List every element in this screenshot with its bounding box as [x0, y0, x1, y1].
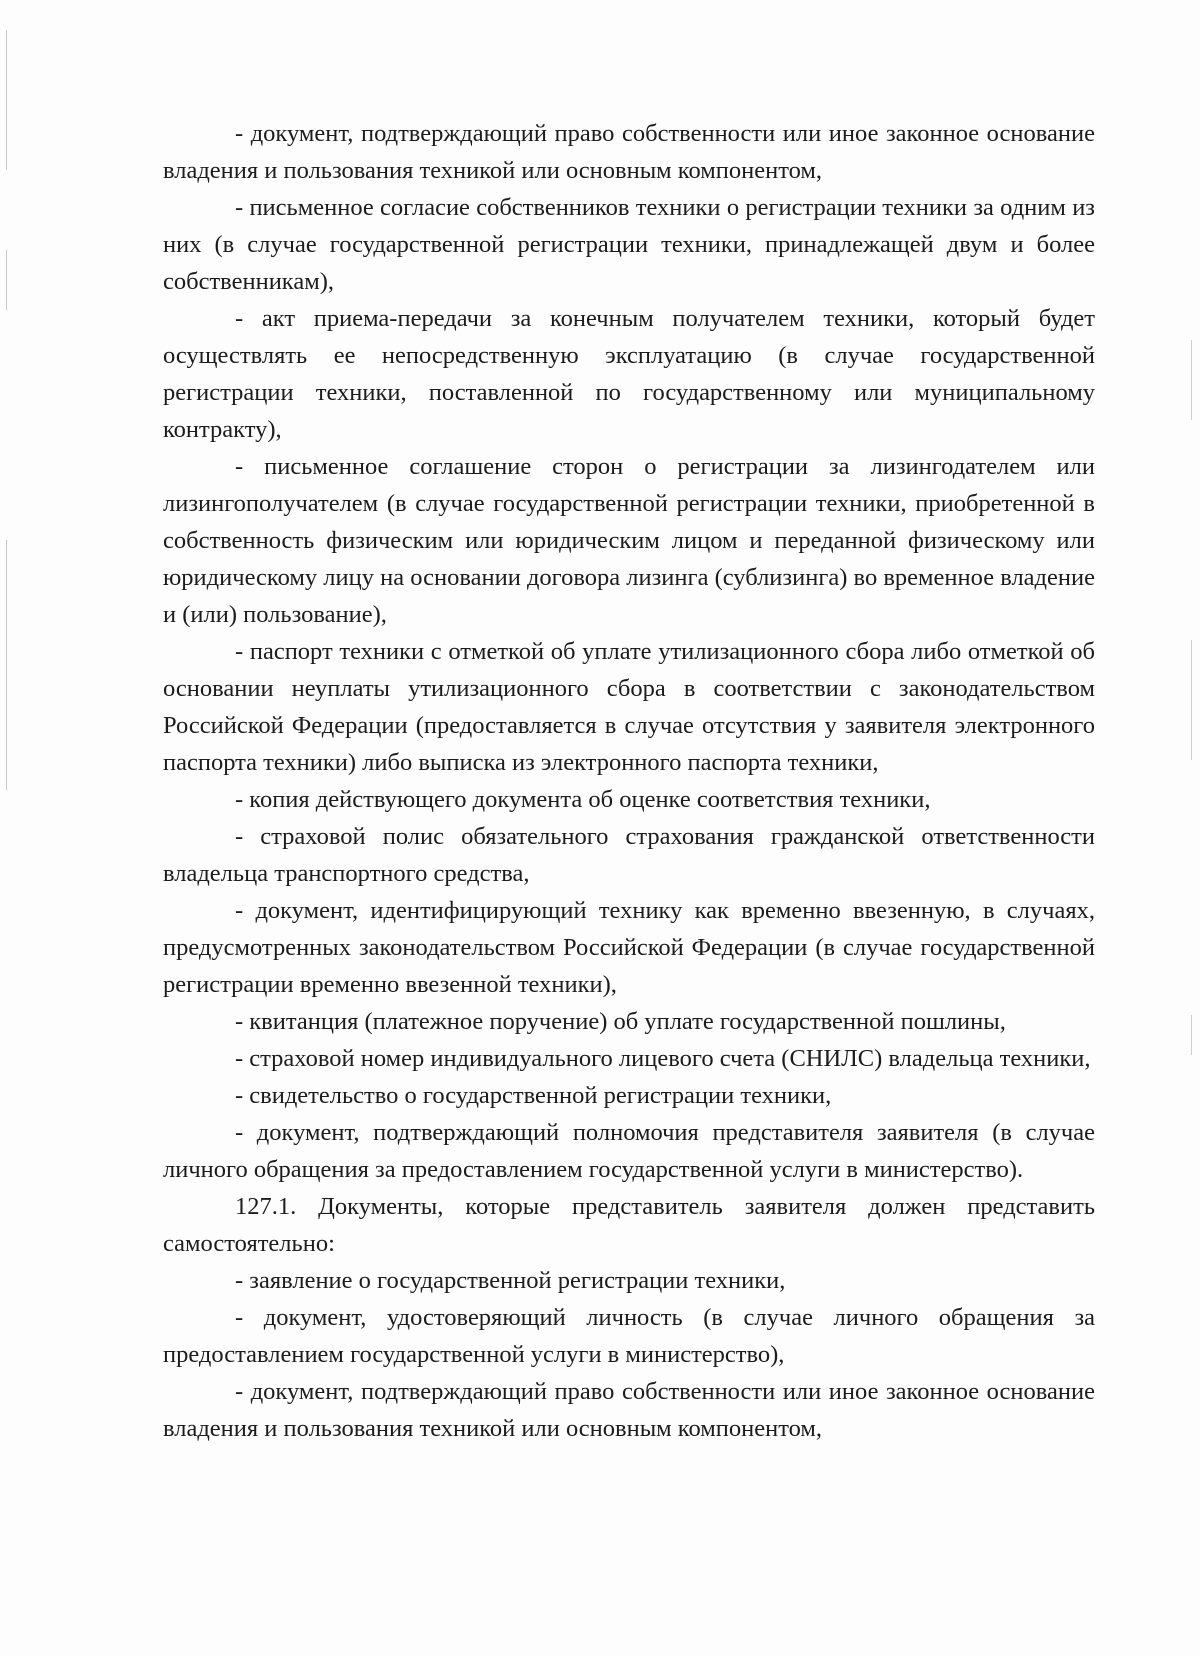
- list-item: - документ, удостоверяющий личность (в случае личного обращения за предоставлением государственной услуги в министерство),: [163, 1304, 1095, 1368]
- list-item: - паспорт техники с отметкой об уплате утилизационного сбора либо отметкой об основании неуплаты утилизационного сбора в соответствии с законодательством Российской Федерации (предоставляется в случае отсутствия у заявителя электронного паспорта техники) либо выписка из электронного паспорта техники,: [163, 638, 1095, 776]
- list-item: - документ, подтверждающий право собственности или иное законное основание владения и пользования техникой или основным компонентом,: [163, 120, 1095, 184]
- list-item: - копия действующего документа об оценке соответствия техники,: [235, 786, 931, 813]
- scan-edge-mark: [1191, 640, 1192, 760]
- list-item: - документ, подтверждающий полномочия представителя заявителя (в случае личного обращения за предоставлением государственной услуги в министерство).: [163, 1119, 1095, 1183]
- list-item: - письменное соглашение сторон о регистрации за лизингодателем или лизингополучателем (в случае государственной регистрации техники, приобретенной в собственность физическим или юридическим лицом и переданной физическому или юридическому лицу на основании договора лизинга (сублизинга) во временное владение и (или) пользование),: [163, 453, 1095, 628]
- list-item: - свидетельство о государственной регистрации техники,: [235, 1082, 832, 1109]
- list-item: - акт приема-передачи за конечным получателем техники, который будет осуществлять ее непосредственную эксплуатацию (в случае государственной регистрации техники, поставленной по государственному или муниципальному контракту),: [163, 305, 1095, 443]
- scan-edge-mark: [6, 250, 7, 310]
- section-paragraph: 127.1. Документы, которые представитель заявителя должен представить самостоятельно:: [163, 1193, 1095, 1257]
- scan-edge-mark: [1191, 340, 1192, 420]
- scan-edge-mark: [6, 30, 7, 170]
- list-item: - квитанция (платежное поручение) об уплате государственной пошлины,: [235, 1008, 1006, 1035]
- list-item: - страховой номер индивидуального лицевого счета (СНИЛС) владельца техники,: [235, 1045, 1091, 1072]
- scan-edge-mark: [1191, 1015, 1192, 1055]
- list-item: - письменное согласие собственников техники о регистрации техники за одним из них (в случае государственной регистрации техники, принадлежащей двум и более собственникам),: [163, 194, 1095, 295]
- list-item: - документ, идентифицирующий технику как временно ввезенную, в случаях, предусмотренных законодательством Российской Федерации (в случае государственной регистрации временно ввезенной техники),: [163, 897, 1095, 998]
- document-body: [163, 115, 1095, 1447]
- list-item: - заявление о государственной регистрации техники,: [235, 1267, 786, 1294]
- scan-edge-mark: [6, 540, 7, 790]
- list-item: - страховой полис обязательного страхования гражданской ответственности владельца транспортного средства,: [163, 823, 1095, 887]
- list-item: - документ, подтверждающий право собственности или иное законное основание владения и пользования техникой или основным компонентом,: [163, 1378, 1095, 1442]
